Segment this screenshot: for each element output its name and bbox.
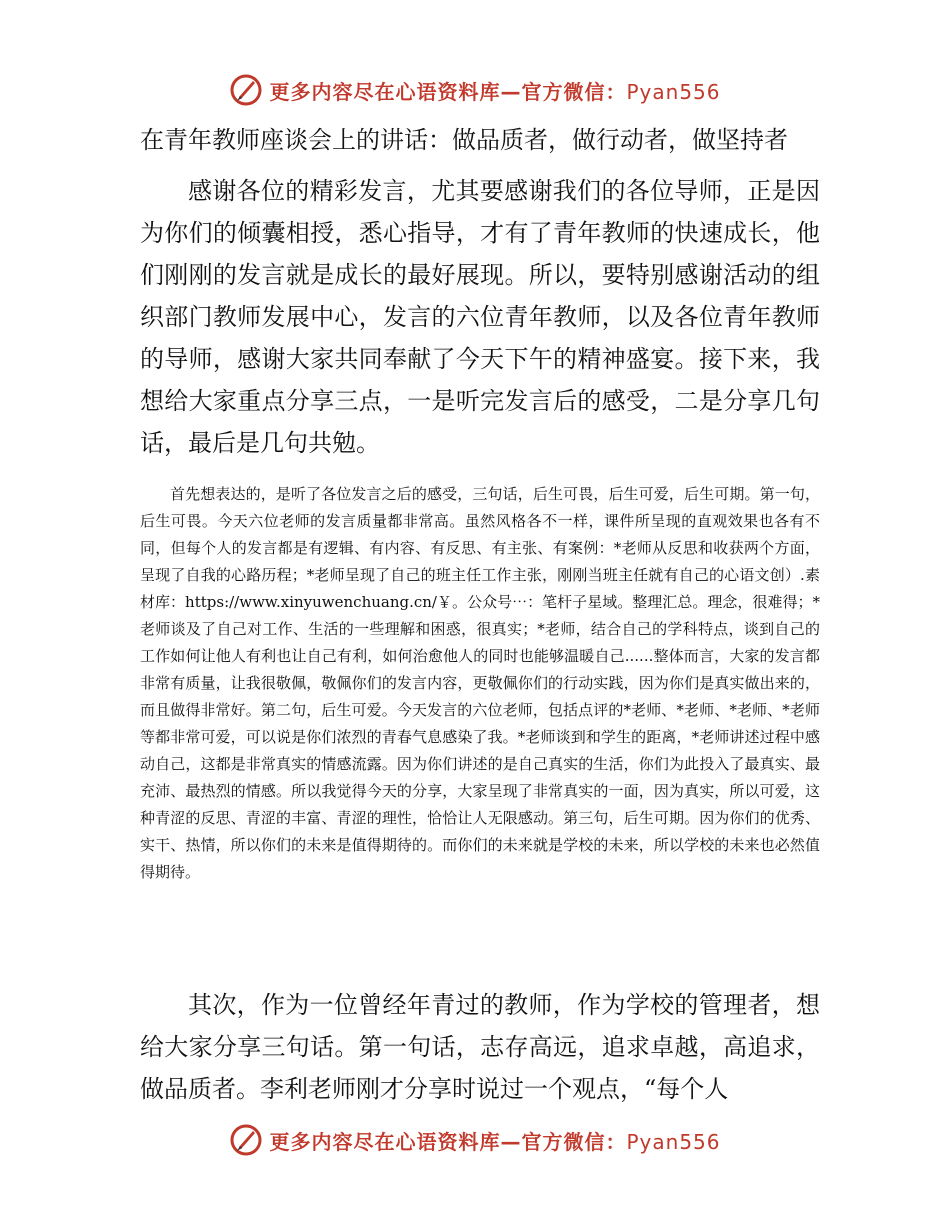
body-paragraph: 首先想表达的，是听了各位发言之后的感受，三句话，后生可畏，后生可爱，后生可期。第一句，后生可畏。今天六位老师的发言质量都非常高。虽然风格各不一样，课件所呈现的直观效果也各有不同，但每个人的发言都是有逻辑、有内容、有反思、有主张、有案例：*老师从反思和收获两个方面，呈现了自我的心路历程；*老师呈现了自己的班主任工作主张，刚刚当班主任就有自己的心语文创）.素材库：https://www.xinyuwenchuang.cn/￥。公众号⋯：笔杆子星域。整理汇总。理念，很难得；*老师谈及了自己对工作、生活的一些理解和困惑，很真实；*老师，结合自己的学科特点，谈到自己的工作如何让他人有利也让自己有利，如何治愈他人的同时也能够温暖自己......整体而言，大家的发言都非常有质量，让我很敬佩，敬佩你们的发言内容，更敬佩你们的行动实践，因为你们是真实做出来的，而且做得非常好。第二句，后生可爱。今天发言的六位老师，包括点评的*老师、*老师、*老师、*老师等都非常可爱，可以说是你们浓烈的青春气息感染了我。*老师谈到和学生的距离，*老师讲述过程中感动自己，这都是非常真实的情感流露。因为你们讲述的是自己真实的生活，你们为此投入了最真实、最充沛、最热烈的情感。所以我觉得今天的分享，大家呈现了非常真实的一面，因为真实，所以可爱，这种青涩的反思、青涩的丰富、青涩的理性，恰恰让人无限感动。第三句，后生可期。因为你们的优秀、实干、热情，所以你们的未来是值得期待的。而你们的未来就是学校的未来，所以学校的未来也必然值得期待。 bbox=[140, 485, 820, 881]
footer-banner bbox=[0, 1120, 950, 1160]
banner-text: 更多内容尽在心语资料库—官方微信：Pyan556 bbox=[269, 79, 721, 104]
banner-text: 更多内容尽在心语资料库—官方微信：Pyan556 bbox=[269, 1129, 721, 1154]
wechat-account: Pyan556 bbox=[626, 1129, 721, 1154]
intro-paragraph: 感谢各位的精彩发言，尤其要感谢我们的各位导师，正是因为你们的倾囊相授，悉心指导，才有了青年教师的快速成长，他们刚刚的发言就是成长的最好展现。所以，要特别感谢活动的组织部门教师发展中心，发言的六位青年教师，以及各位青年教师的导师，感谢大家共同奉献了今天下午的精神盛宴。接下来，我想给大家重点分享三点，一是听完发言后的感受，二是分享几句话，最后是几句共勉。 bbox=[140, 177, 820, 457]
header-banner bbox=[0, 70, 950, 110]
closing-paragraph: 其次，作为一位曾经年青过的教师，作为学校的管理者，想给大家分享三句话。第一句话，志存高远，追求卓越，高追求，做品质者。李利老师刚才分享时说过一个观点，“每个人 bbox=[140, 991, 820, 1103]
page-title: 在青年教师座谈会上的讲话：做品质者，做行动者，做坚持者 bbox=[140, 126, 788, 154]
quill-logo-icon bbox=[229, 1123, 263, 1157]
wechat-account: Pyan556 bbox=[626, 79, 721, 104]
quill-logo-icon bbox=[229, 73, 263, 107]
